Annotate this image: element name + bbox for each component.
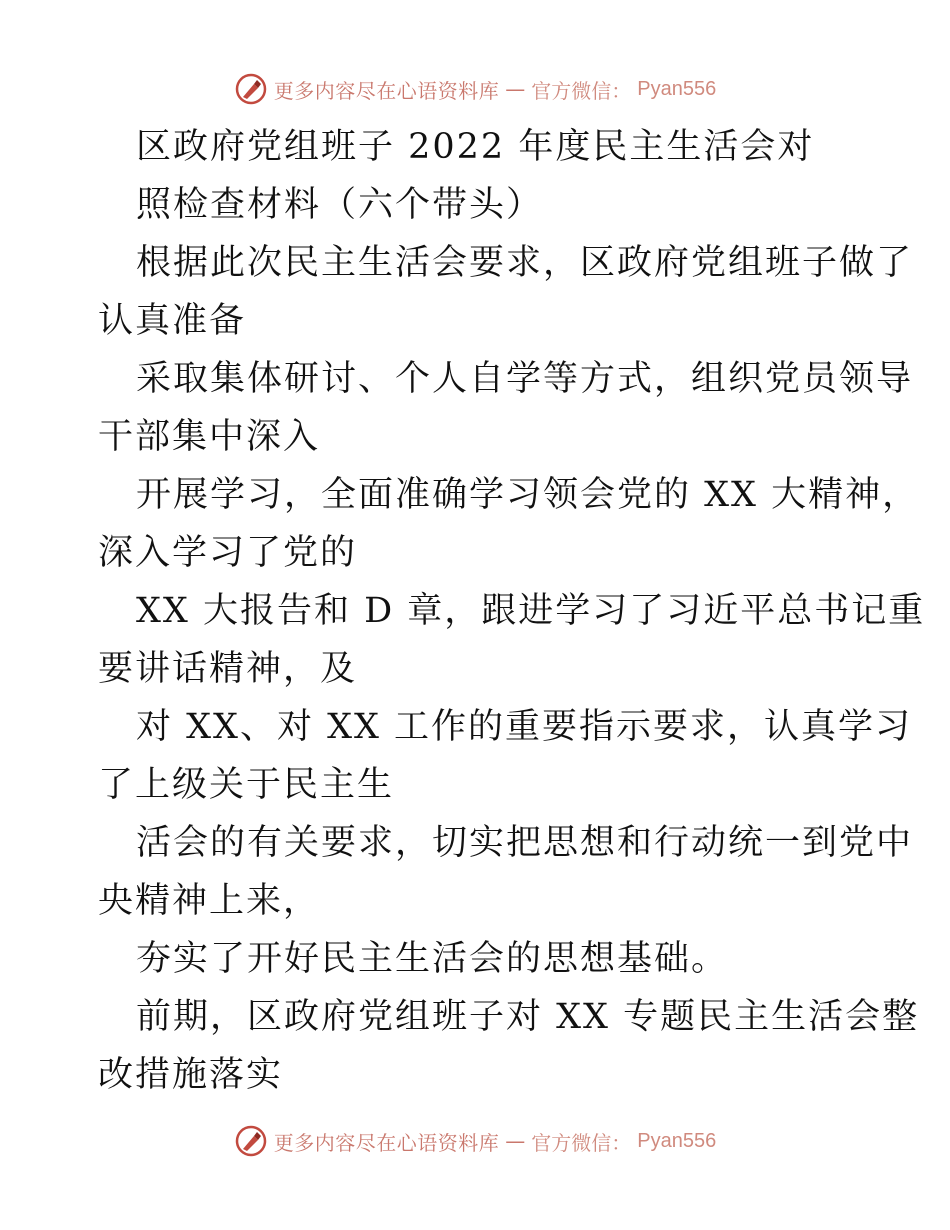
pen-nib-logo-icon (234, 72, 268, 106)
paragraph-line: 采取集体研讨、个人自学等方式，组织党员领导 (136, 359, 914, 399)
watermark-label: 官方微信： (531, 1130, 632, 1155)
paragraph-line: 前期，区政府党组班子对 XX 专题民主生活会整 (136, 997, 920, 1037)
paragraph-line: 对 XX、对 XX 工作的重要指示要求，认真学习 (136, 707, 913, 747)
watermark-separator: — (505, 77, 526, 101)
paragraph-line: 要讲话精神，及 (98, 649, 358, 689)
watermark-account: Pyan556 (637, 77, 717, 100)
paragraph-line: 活会的有关要求，切实把思想和行动统一到党中 (136, 823, 914, 863)
paragraph-line: XX 大报告和 D 章，跟进学习了习近平总书记重 (136, 591, 926, 631)
document-page (98, 118, 926, 1104)
paragraph-line: 根据此次民主生活会要求，区政府党组班子做了 (136, 243, 914, 283)
pen-nib-logo-icon (234, 1124, 268, 1158)
footer-watermark (0, 1124, 950, 1158)
header-watermark (0, 72, 950, 106)
paragraph-line: 央精神上来， (98, 881, 321, 921)
paragraph-line: 了上级关于民主生 (98, 765, 395, 805)
watermark-text: 更多内容尽在心语资料库 (273, 78, 500, 103)
watermark-text: 更多内容尽在心语资料库 (273, 1130, 500, 1155)
paragraph-line: 改措施落实 (98, 1055, 284, 1095)
paragraph-line: 认真准备 (98, 301, 247, 341)
paragraph-line: 开展学习，全面准确学习领会党的 XX 大精神， (136, 475, 920, 515)
paragraph-line: 干部集中深入 (98, 417, 321, 457)
paragraph-line: 深入学习了党的 (98, 533, 358, 573)
document-title-line-1: 区政府党组班子 2022 年度民主生活会对 (136, 127, 815, 167)
watermark-account: Pyan556 (637, 1129, 717, 1152)
paragraph-line: 夯实了开好民主生活会的思想基础。 (136, 939, 729, 979)
document-title-line-2: 照检查材料（六个带头） (136, 185, 544, 225)
watermark-separator: — (505, 1129, 526, 1153)
watermark-label: 官方微信： (531, 78, 632, 103)
